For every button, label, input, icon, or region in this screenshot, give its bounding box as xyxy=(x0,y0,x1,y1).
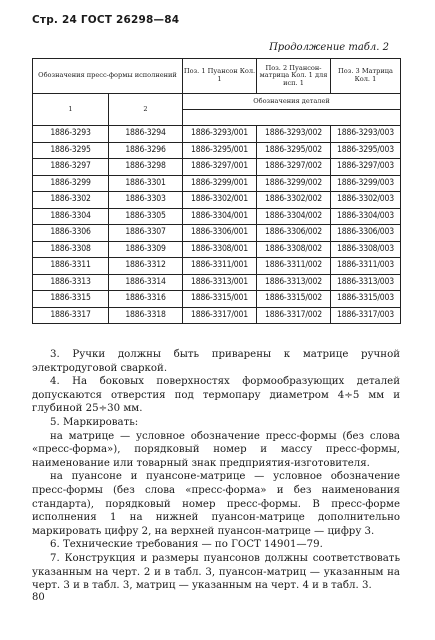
table-cell: 1886-3295 xyxy=(33,142,109,159)
table-cell: 1886-3308/001 xyxy=(183,241,257,258)
table-row xyxy=(33,225,401,242)
table-cell: 1886-3313 xyxy=(33,274,109,291)
table-cell: 1886-3299/002 xyxy=(257,175,331,192)
table-cell: 1886-3316 xyxy=(109,291,183,308)
table-cell: 1886-3311/003 xyxy=(331,258,401,275)
table-body xyxy=(33,126,401,324)
table-cell: 1886-3304/002 xyxy=(257,208,331,225)
group-header: Обозначения пресс-формы исполнений xyxy=(33,59,183,94)
table-row xyxy=(33,175,401,192)
paragraph: 7. Конструкция и размеры пуансонов должны соответствовать указанным на черт. 2 и в табл. 3, пуансон-матриц — указанным на черт. 3 и в табл. 3, матриц — указанным на черт. 4 и в табл. 3. xyxy=(32,552,400,592)
table-row xyxy=(33,307,401,324)
paragraph: на матрице — условное обозначение пресс-формы (без слова «пресс-форма»), порядковый номер и массу пресс-формы, наименование или товарный знак предприятия-изготовителя. xyxy=(32,430,400,469)
table-cell: 1886-3302/001 xyxy=(183,192,257,209)
table-cell: 1886-3299/003 xyxy=(331,175,401,192)
table-cell: 1886-3311/002 xyxy=(257,258,331,275)
table-cell: 1886-3306/002 xyxy=(257,225,331,242)
table-cell: 1886-3295/003 xyxy=(331,142,401,159)
table-cell: 1886-3297 xyxy=(33,159,109,176)
table-cell: 1886-3314 xyxy=(109,274,183,291)
table-row xyxy=(33,142,401,159)
table-continuation-label: Продолжение табл. 2 xyxy=(269,42,389,53)
table-cell: 1886-3297/003 xyxy=(331,159,401,176)
table-cell: 1886-3317/001 xyxy=(183,307,257,324)
table-cell: 1886-3304/003 xyxy=(331,208,401,225)
table-cell: 1886-3315/001 xyxy=(183,291,257,308)
table-cell: 1886-3309 xyxy=(109,241,183,258)
table-row xyxy=(33,159,401,176)
table-cell: 1886-3299/001 xyxy=(183,175,257,192)
table-cell: 1886-3302 xyxy=(33,192,109,209)
table-cell: 1886-3293/002 xyxy=(257,126,331,143)
paragraph: 4. На боковых поверхностях формообразующих деталей допускаются отверстия под термопару диаметром 4÷5 мм и глубиной 25÷30 мм. xyxy=(32,376,400,415)
table-cell: 1886-3308/002 xyxy=(257,241,331,258)
col5-header: Поз. 3 Матрица Кол. 1 xyxy=(331,59,401,94)
table-cell: 1886-3303 xyxy=(109,192,183,209)
table-cell: 1886-3312 xyxy=(109,258,183,275)
table-cell: 1886-3296 xyxy=(109,142,183,159)
table-cell: 1886-3315/003 xyxy=(331,291,401,308)
table-cell: 1886-3306 xyxy=(33,225,109,242)
page-header: Стр. 24 ГОСТ 26298—84 xyxy=(32,14,180,26)
table-row xyxy=(33,192,401,209)
table-row xyxy=(33,241,401,258)
table-cell: 1886-3306/001 xyxy=(183,225,257,242)
table-cell: 1886-3318 xyxy=(109,307,183,324)
table-row xyxy=(33,126,401,143)
table-cell: 1886-3298 xyxy=(109,159,183,176)
table-cell: 1886-3297/001 xyxy=(183,159,257,176)
table-row xyxy=(33,258,401,275)
table-cell: 1886-3317 xyxy=(33,307,109,324)
table-cell: 1886-3315/002 xyxy=(257,291,331,308)
table-cell: 1886-3302/002 xyxy=(257,192,331,209)
table-row xyxy=(33,274,401,291)
table-cell: 1886-3294 xyxy=(109,126,183,143)
table-cell: 1886-3313/003 xyxy=(331,274,401,291)
designations-table xyxy=(32,58,401,324)
table-cell: 1886-3307 xyxy=(109,225,183,242)
body-text xyxy=(32,348,400,593)
table-cell: 1886-3311/001 xyxy=(183,258,257,275)
table-cell: 1886-3306/003 xyxy=(331,225,401,242)
table-cell: 1886-3299 xyxy=(33,175,109,192)
table-cell: 1886-3293 xyxy=(33,126,109,143)
col-number-1: 1 xyxy=(33,94,109,126)
paragraph: 3. Ручки должны быть приварены к матрице ручной электродуговой сваркой. xyxy=(32,349,400,374)
table-cell: 1886-3301 xyxy=(109,175,183,192)
paragraph: на пуансоне и пуансоне-матрице — условное обозначение пресс-формы (без слова «пресс-форма» и без наименования стандарта), порядковый номер пресс-формы. В пресс-форме исполнения 1 на нижней пуансон-матрице дополнительно маркировать цифру 2, на верхней пуансон-матрице — цифру 3. xyxy=(32,471,400,537)
table-cell: 1886-3295/001 xyxy=(183,142,257,159)
table-cell: 1886-3313/002 xyxy=(257,274,331,291)
paragraph: 6. Технические требования — по ГОСТ 14901—79. xyxy=(50,539,323,551)
table-cell: 1886-3313/001 xyxy=(183,274,257,291)
table-cell: 1886-3302/003 xyxy=(331,192,401,209)
table-cell: 1886-3308/003 xyxy=(331,241,401,258)
table-cell: 1886-3305 xyxy=(109,208,183,225)
table-cell: 1886-3317/002 xyxy=(257,307,331,324)
page-number: 80 xyxy=(32,592,45,603)
table-cell: 1886-3311 xyxy=(33,258,109,275)
table-row xyxy=(33,208,401,225)
col4-header: Поз. 2 Пуансон-матрица Кол. 1 для исп. 1 xyxy=(257,59,331,94)
table-cell: 1886-3304/001 xyxy=(183,208,257,225)
col-number-2: 2 xyxy=(109,94,183,126)
table-cell: 1886-3317/003 xyxy=(331,307,401,324)
table-cell: 1886-3293/001 xyxy=(183,126,257,143)
table-cell: 1886-3304 xyxy=(33,208,109,225)
table-cell: 1886-3293/003 xyxy=(331,126,401,143)
details-header: Обозначения деталей xyxy=(183,94,401,110)
paragraph: 5. Маркировать: xyxy=(50,416,139,428)
table-cell: 1886-3297/002 xyxy=(257,159,331,176)
table-row xyxy=(33,291,401,308)
table-cell: 1886-3315 xyxy=(33,291,109,308)
table-cell: 1886-3308 xyxy=(33,241,109,258)
table-cell: 1886-3295/002 xyxy=(257,142,331,159)
col3-header: Поз. 1 Пуансон Кол. 1 xyxy=(183,59,257,94)
